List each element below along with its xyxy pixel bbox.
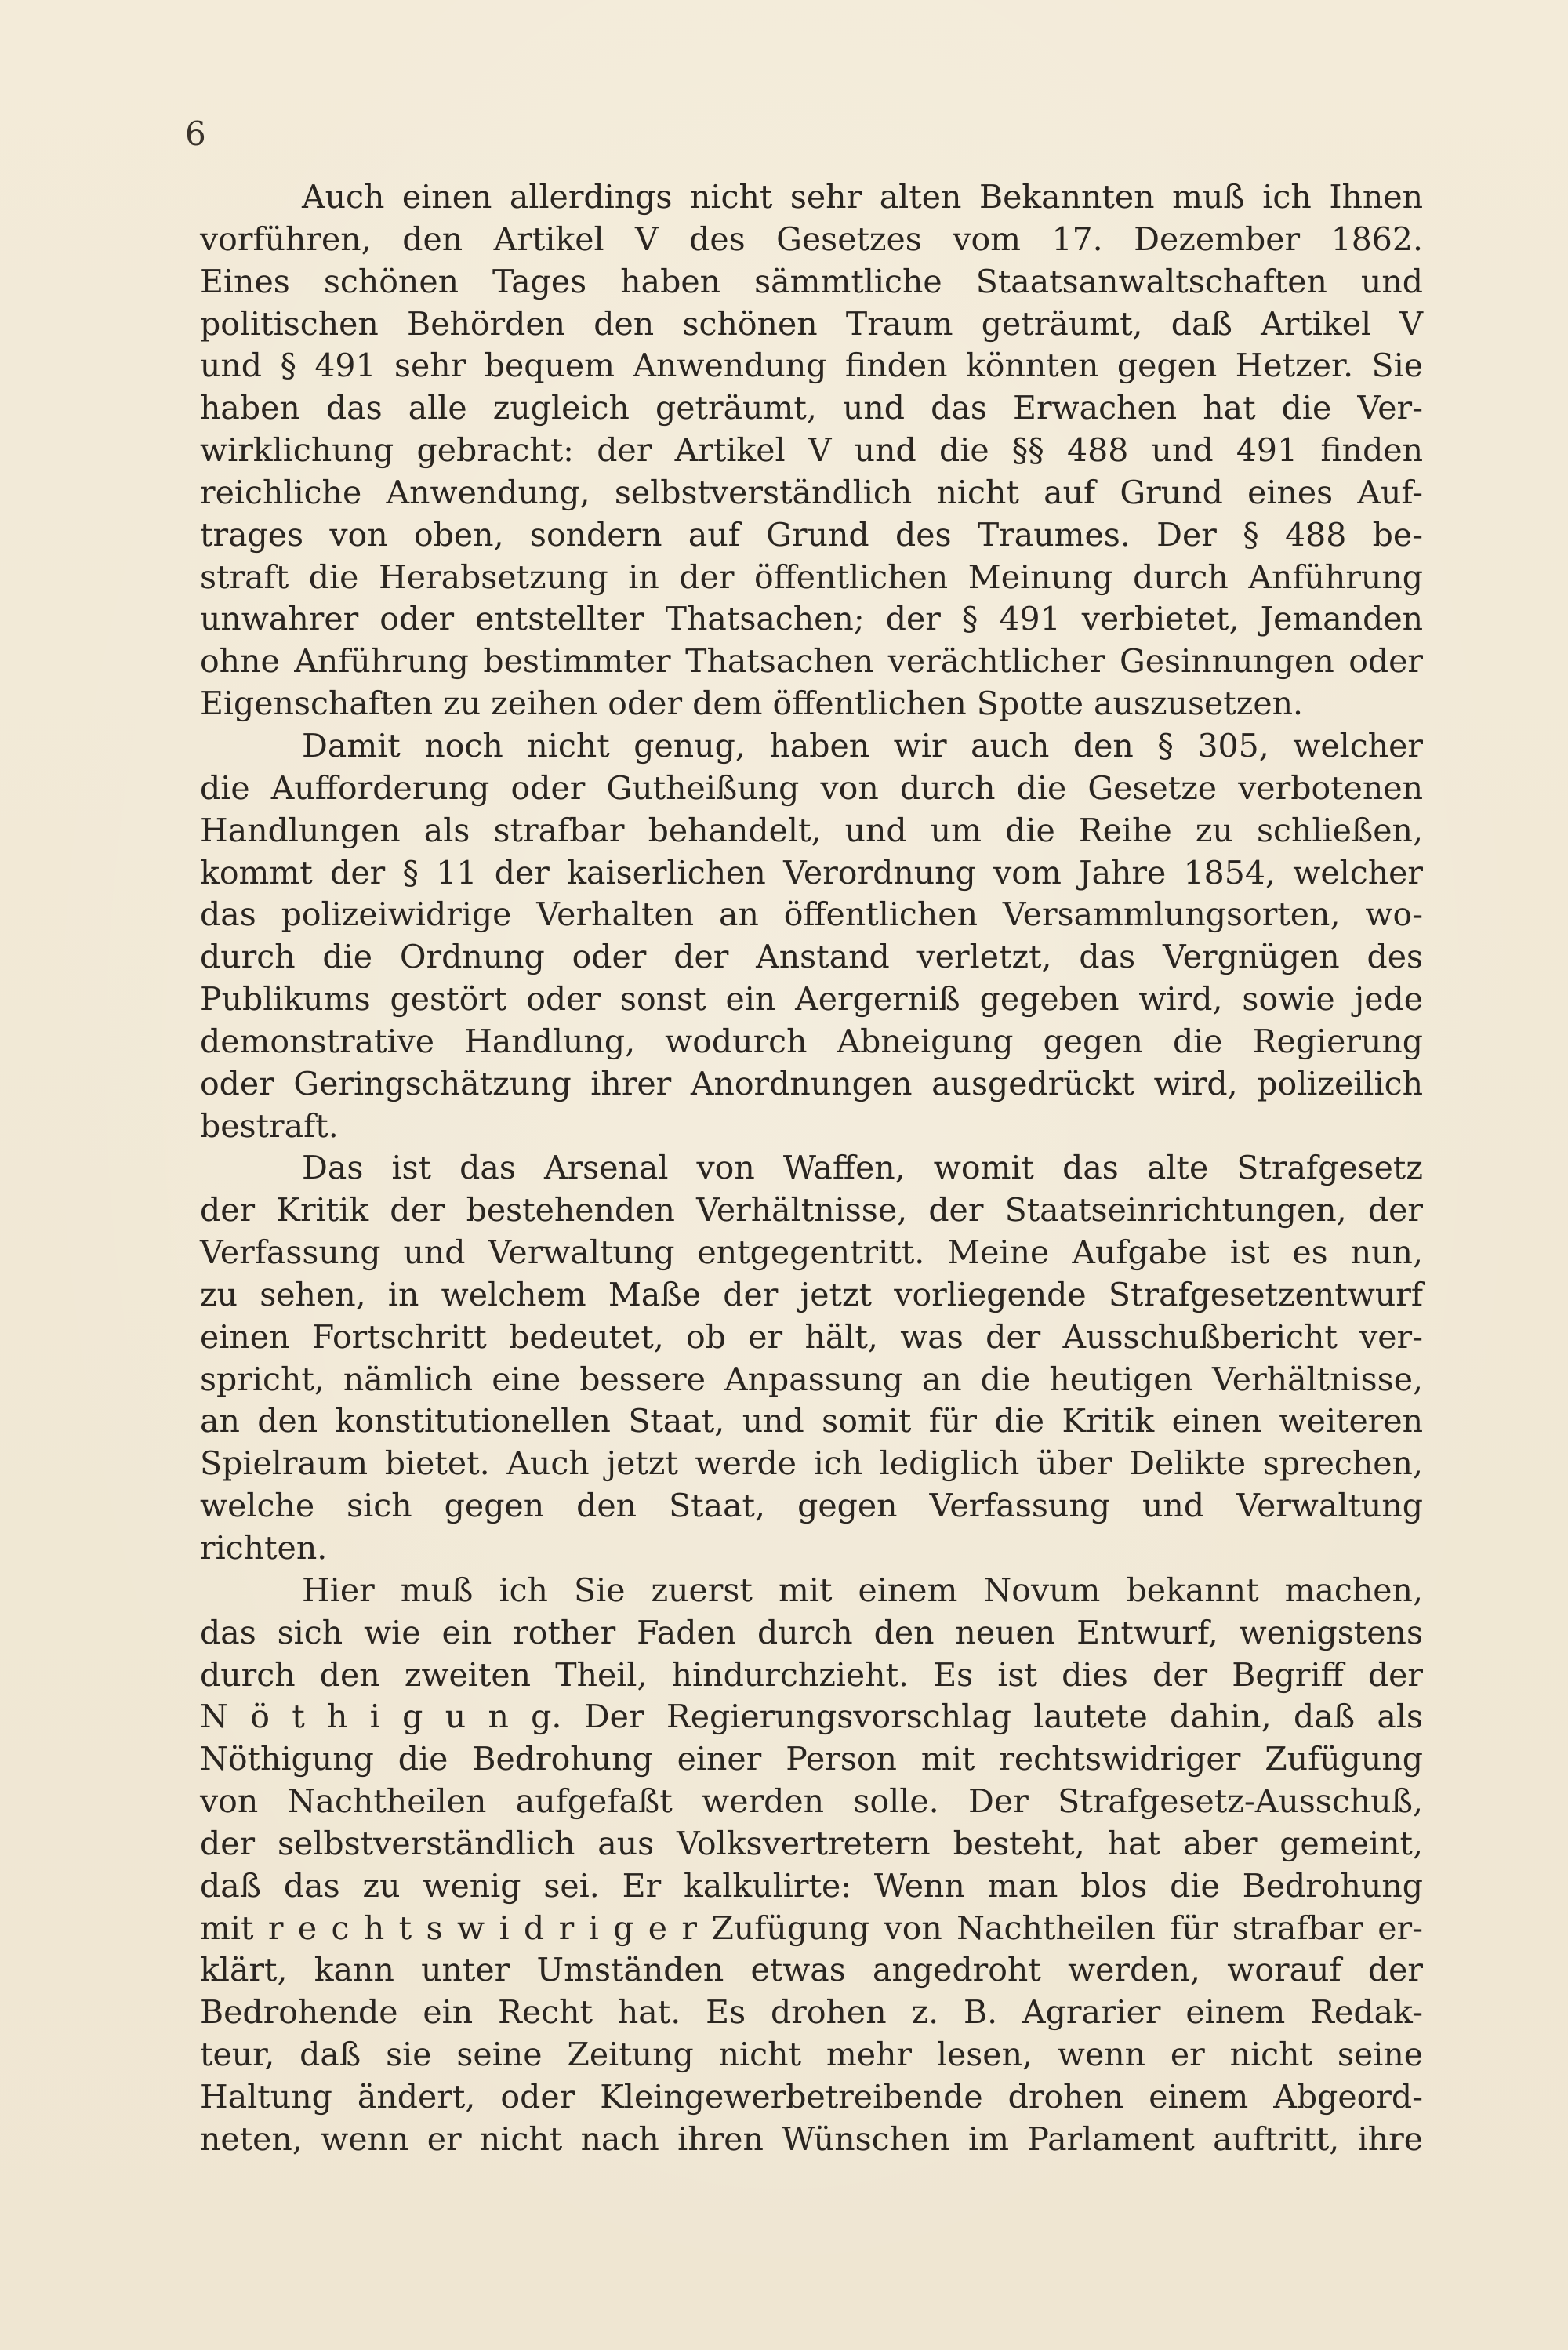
text-line: der selbstverständlich aus Volksvertretern besteht, hat aber gemeint,: [200, 1824, 1423, 1862]
text-line: Das ist das Arsenal von Waffen, womit das alte Strafgesetz: [302, 1149, 1423, 1187]
text-line: und § 491 sehr bequem Anwendung finden könnten gegen Hetzer. Sie: [200, 347, 1423, 385]
text-line: die Aufforderung oder Gutheißung von durch die Gesetze verbotenen: [200, 768, 1423, 807]
text-line: trages von oben, sondern auf Grund des Traumes. Der § 488 be-: [200, 515, 1423, 554]
text-line: spricht, nämlich eine bessere Anpassung an die heutigen Verhältnisse,: [200, 1360, 1423, 1398]
text-line: neten, wenn er nicht nach ihren Wünschen im Parlament auftritt, ihre: [200, 2119, 1423, 2158]
text-line: vorführen, den Artikel V des Gesetzes vom 17. Dezember 1862.: [200, 220, 1423, 258]
text-line: durch die Ordnung oder der Anstand verletzt, das Vergnügen des: [200, 938, 1423, 976]
text-line: an den konstitutionellen Staat, und somit für die Kritik einen weiteren: [200, 1402, 1423, 1440]
text-line: Haltung ändert, oder Kleingewerbetreibende drohen einem Abgeord-: [200, 2077, 1423, 2116]
text-line: das polizeiwidrige Verhalten an öffentlichen Versammlungsorten, wo-: [200, 895, 1423, 934]
text-line: oder Geringschätzung ihrer Anordnungen ausgedrückt wird, polizeilich: [200, 1064, 1423, 1102]
text-line: reichliche Anwendung, selbstverständlich nicht auf Grund eines Auf-: [200, 473, 1423, 511]
text-line: zu sehen, in welchem Maße der jetzt vorliegende Strafgesetzentwurf: [200, 1275, 1423, 1313]
text-line: durch den zweiten Theil, hindurchzieht. Es ist dies der Begriff der: [200, 1655, 1423, 1694]
text-line: der Kritik der bestehenden Verhältnisse, der Staatseinrichtungen, der: [200, 1191, 1423, 1229]
text-line: straft die Herabsetzung in der öffentlichen Meinung durch Anführung: [200, 558, 1423, 596]
page-number: 6: [185, 114, 206, 153]
text-line: richten.: [200, 1529, 328, 1567]
text-line: wirklichung gebracht: der Artikel V und die §§ 488 und 491 finden: [200, 431, 1423, 470]
text-line: N ö t h i g u n g. Der Regierungsvorschlag lautete dahin, daß als: [200, 1698, 1423, 1736]
text-line: Damit noch nicht genug, haben wir auch den § 305, welcher: [302, 726, 1423, 765]
text-line: teur, daß sie seine Zeitung nicht mehr lesen, wenn er nicht seine: [200, 2036, 1423, 2074]
text-line: Eines schönen Tages haben sämmtliche Staatsanwaltschaften und: [200, 262, 1423, 300]
text-line: kommt der § 11 der kaiserlichen Verordnung vom Jahre 1854, welcher: [200, 853, 1423, 892]
text-line: Auch einen allerdings nicht sehr alten Bekannten muß ich Ihnen: [302, 178, 1423, 216]
text-line: Eigenschaften zu zeihen oder dem öffentlichen Spotte auszusetzen.: [200, 685, 1304, 723]
text-line: politischen Behörden den schönen Traum geträumt, daß Artikel V: [200, 304, 1423, 343]
text-line: Publikums gestört oder sonst ein Aergerniß gegeben wird, sowie jede: [200, 980, 1423, 1019]
text-line: Handlungen als strafbar behandelt, und um die Reihe zu schließen,: [200, 811, 1423, 849]
text-line: von Nachtheilen aufgefaßt werden solle. Der Strafgesetz-Ausschuß,: [200, 1782, 1423, 1821]
text-line: Nöthigung die Bedrohung einer Person mit rechtswidriger Zufügung: [200, 1740, 1423, 1778]
text-line: einen Fortschritt bedeutet, ob er hält, was der Ausschußbericht ver-: [200, 1317, 1423, 1356]
text-line: unwahrer oder entstellter Thatsachen; der § 491 verbietet, Jemanden: [200, 600, 1423, 638]
text-line: mit r e c h t s w i d r i g e r Zufügung von Nachtheilen für strafbar er-: [200, 1909, 1423, 1947]
text-line: demonstrative Handlung, wodurch Abneigung gegen die Regierung: [200, 1022, 1423, 1060]
text-line: klärt, kann unter Umständen etwas angedroht werden, worauf der: [200, 1951, 1423, 1989]
text-line: daß das zu wenig sei. Er kalkulirte: Wenn man blos die Bedrohung: [200, 1866, 1423, 1905]
body-text: [200, 176, 1423, 2161]
text-line: haben das alle zugleich geträumt, und das Erwachen hat die Ver-: [200, 389, 1423, 427]
text-line: Verfassung und Verwaltung entgegentritt. Meine Aufgabe ist es nun,: [200, 1233, 1423, 1272]
text-line: bestraft.: [200, 1106, 339, 1145]
text-line: welche sich gegen den Staat, gegen Verfassung und Verwaltung: [200, 1487, 1423, 1525]
text-line: Hier muß ich Sie zuerst mit einem Novum bekannt machen,: [302, 1571, 1423, 1609]
text-line: Spielraum bietet. Auch jetzt werde ich lediglich über Delikte sprechen,: [200, 1444, 1423, 1483]
text-line: Bedrohende ein Recht hat. Es drohen z. B. Agrarier einem Redak-: [200, 1993, 1423, 2032]
text-line: das sich wie ein rother Faden durch den neuen Entwurf, wenigstens: [200, 1613, 1423, 1651]
text-line: ohne Anführung bestimmter Thatsachen verächtlicher Gesinnungen oder: [200, 642, 1423, 681]
